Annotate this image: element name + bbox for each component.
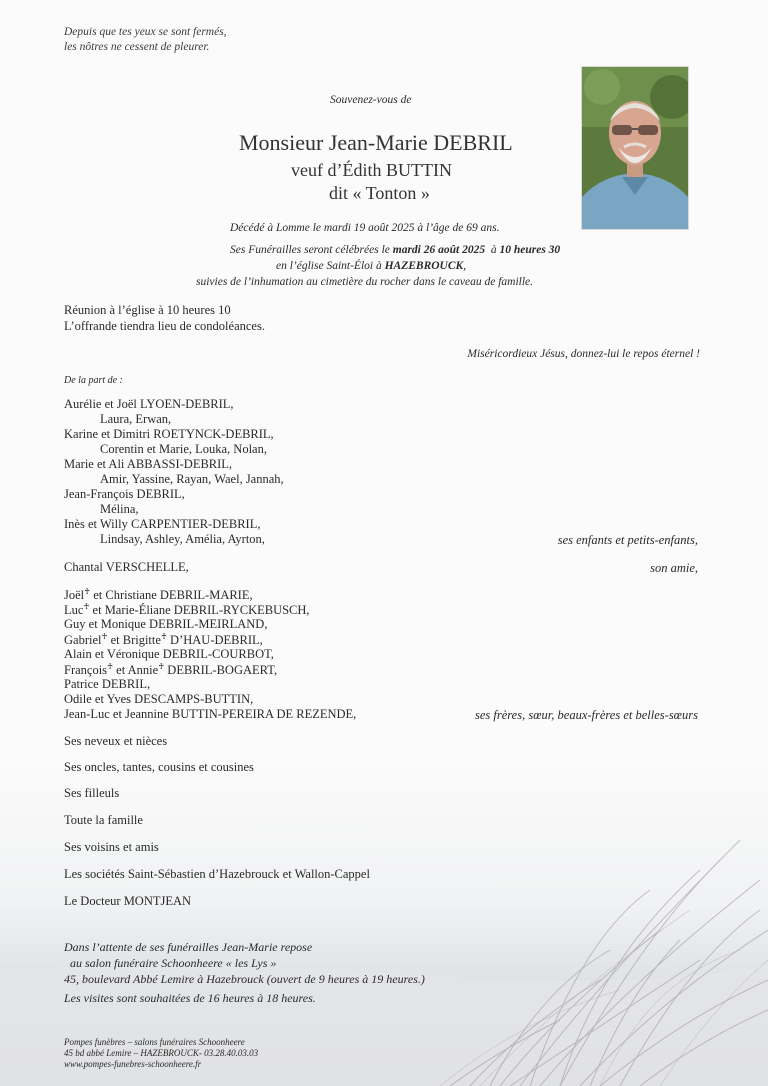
others-4: Toute la famille [64, 813, 143, 827]
church-town: HAZEBROUCK [384, 260, 464, 272]
sibling-4-spouse: et Brigitte [107, 633, 161, 648]
friend-relation: son amie, [650, 561, 698, 575]
sibling-1-rest: et Christiane DEBRIL-MARIE, [90, 588, 253, 603]
epitaph-line-2: les nôtres ne cessent de pleurer. [64, 41, 210, 53]
repose-line-1: Dans l’attente de ses funérailles Jean-Marie repose [64, 940, 313, 954]
souvenez-vous-label: Souvenez-vous de [330, 94, 412, 106]
others-7: Le Docteur MONTJEAN [64, 894, 192, 908]
sibling-6 [64, 662, 277, 678]
deceased-cross-icon: ♰ [83, 602, 90, 611]
funeral-prefix: Ses Funérailles seront célébrées le [230, 244, 393, 256]
family-grandchildren-3: Amir, Yassine, Rayan, Wael, Jannah, [100, 472, 284, 486]
sibling-6-name: François [64, 663, 108, 678]
church-prefix: en l’église Saint-Éloi à [276, 260, 385, 272]
sibling-4-name: Gabriel [64, 633, 102, 648]
burial-line: suivies de l’inhumation au cimetière du rocher dans le caveau de famille. [196, 276, 534, 288]
others-2: Ses oncles, tantes, cousins et cousines [64, 760, 254, 774]
death-notice: Décédé à Lomme le mardi 19 août 2025 à l’âge de 69 ans. [230, 222, 500, 234]
deceased-cross-icon: ♰ [160, 632, 167, 641]
deceased-cross-icon: ♰ [84, 587, 91, 596]
funeral-date: mardi 26 août 2025 [392, 244, 486, 256]
funeral-sep: à [485, 244, 500, 256]
sibling-2-rest: et Marie-Éliane DEBRIL-RYCKEBUSCH, [89, 603, 310, 618]
sibling-6-rest: DEBRIL-BOGAERT, [164, 663, 278, 678]
sibling-9: Jean-Luc et Jeannine BUTTIN-PEREIRA DE REZENDE, [64, 707, 357, 721]
deceased-name: Monsieur Jean-Marie DEBRIL [239, 130, 513, 155]
sibling-7: Patrice DEBRIL, [64, 677, 151, 691]
sibling-3: Guy et Monique DEBRIL-MEIRLAND, [64, 617, 268, 631]
others-3: Ses filleuls [64, 786, 120, 800]
church-line [276, 259, 466, 273]
others-1: Ses neveux et nièces [64, 734, 168, 748]
funeral-time: 10 heures 30 [499, 244, 561, 256]
meeting-line-1: Réunion à l’église à 10 heures 10 [64, 303, 231, 317]
deceased-cross-icon: ♰ [101, 632, 108, 641]
children-relation: ses enfants et petits-enfants, [557, 533, 698, 547]
repose-line-4: Les visites sont souhaitées de 16 heures à 18 heures. [64, 991, 316, 1005]
funeral-line [230, 243, 560, 257]
sibling-2 [64, 602, 310, 618]
family-child-4: Jean-François DEBRIL, [64, 487, 185, 501]
sibling-1-name: Joël [64, 588, 85, 603]
others-5: Ses voisins et amis [64, 840, 159, 854]
family-child-2: Karine et Dimitri ROETYNCK-DEBRIL, [64, 427, 274, 441]
others-6: Les sociétés Saint-Sébastien d’Hazebrouck et Wallon-Cappel [64, 867, 370, 881]
deceased-cross-icon: ♰ [107, 662, 114, 671]
family-child-5: Inès et Willy CARPENTIER-DEBRIL, [64, 517, 261, 531]
sibling-5: Alain et Véronique DEBRIL-COURBOT, [64, 647, 274, 661]
family-child-1: Aurélie et Joël LYOEN-DEBRIL, [64, 397, 234, 411]
family-grandchildren-2: Corentin et Marie, Louka, Nolan, [100, 442, 267, 456]
de-la-part-label: De la part de : [64, 375, 123, 386]
family-friend: Chantal VERSCHELLE, [64, 560, 189, 574]
family-grandchildren-1: Laura, Erwan, [100, 412, 172, 426]
footer-address: 45 bd abbé Lemire – HAZEBROUCK- 03.28.40.03.03 [64, 1048, 259, 1058]
footer-website: www.pompes-funebres-schoonheere.fr [64, 1059, 202, 1069]
sibling-4 [64, 632, 263, 648]
nickname-line: dit « Tonton » [329, 183, 430, 203]
prayer-line: Miséricordieux Jésus, donnez-lui le repos éternel ! [467, 348, 700, 360]
portrait-photo [581, 66, 689, 230]
sibling-2-name: Luc [64, 603, 84, 618]
repose-line-3: 45, boulevard Abbé Lemire à Hazebrouck (ouvert de 9 heures à 19 heures.) [64, 972, 425, 986]
sibling-8: Odile et Yves DESCAMPS-BUTTIN, [64, 692, 254, 706]
siblings-relation: ses frères, sœur, beaux-frères et belles-sœurs [474, 708, 698, 722]
repose-line-2: au salon funéraire Schoonheere « les Lys » [70, 956, 277, 970]
church-suffix: , [463, 260, 467, 272]
widower-line: veuf d’Édith BUTTIN [291, 160, 452, 180]
footer-company: Pompes funèbres – salons funéraires Schoonheere [64, 1037, 245, 1047]
meeting-line-2: L’offrande tiendra lieu de condoléances. [64, 319, 265, 333]
sibling-6-spouse: et Annie [113, 663, 159, 678]
family-grandchildren-4: Mélina, [100, 502, 139, 516]
sibling-1 [64, 587, 253, 603]
family-grandchildren-5: Lindsay, Ashley, Amélia, Ayrton, [100, 532, 265, 546]
sibling-4-rest: D’HAU-DEBRIL, [166, 633, 263, 648]
deceased-cross-icon: ♰ [158, 662, 165, 671]
epitaph-line-1: Depuis que tes yeux se sont fermés, [64, 26, 227, 38]
family-child-3: Marie et Ali ABBASSI-DEBRIL, [64, 457, 233, 471]
